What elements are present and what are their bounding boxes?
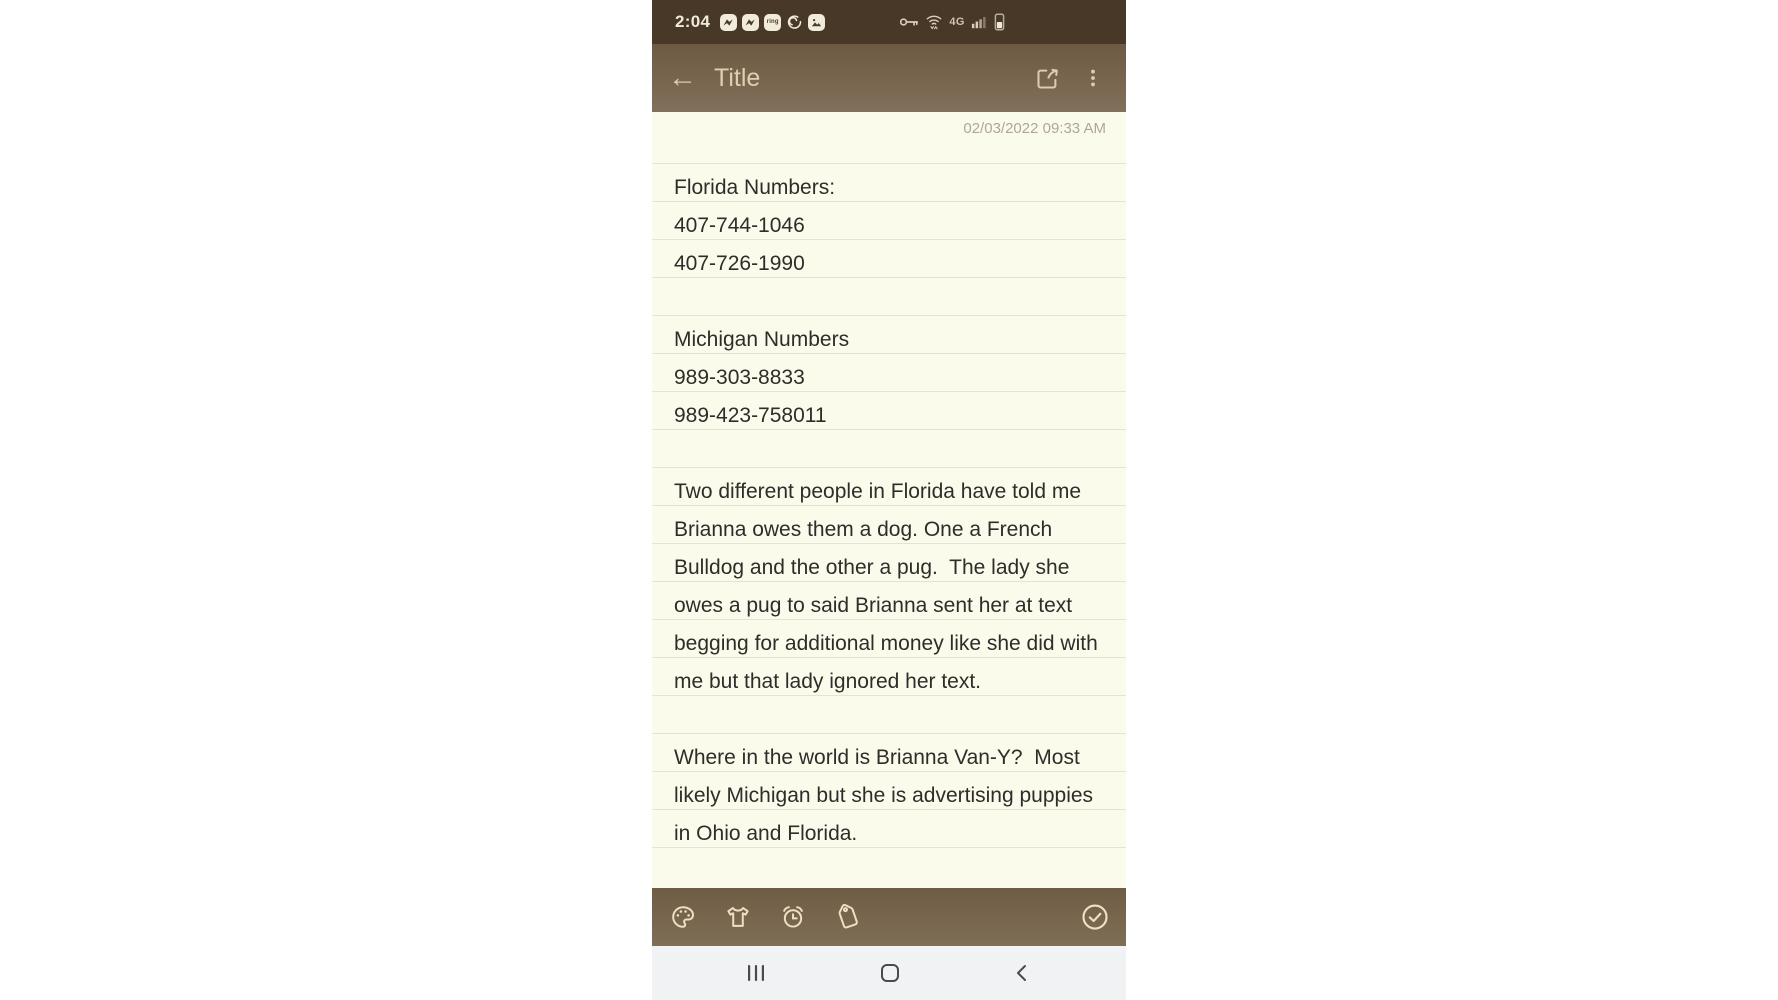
note-line: Michigan Numbers xyxy=(652,316,1126,354)
note-toolbar xyxy=(652,888,1126,946)
note-line: 989-423-758011 xyxy=(652,392,1126,430)
palette-icon xyxy=(669,903,697,931)
note-line: Brianna owes them a dog. One a French xyxy=(652,506,1126,544)
home-icon xyxy=(878,961,902,985)
tag-button[interactable] xyxy=(831,895,865,939)
recents-button[interactable] xyxy=(740,957,772,989)
share-button[interactable] xyxy=(1030,56,1064,100)
notification-icons xyxy=(720,14,825,31)
back-arrow-icon: ← xyxy=(668,61,697,94)
tag-icon xyxy=(834,903,862,931)
reminder-button[interactable] xyxy=(776,895,810,939)
note-line: begging for additional money like she did with xyxy=(652,620,1126,658)
signal-strength-icon xyxy=(971,14,987,30)
recents-icon xyxy=(747,963,765,983)
key-icon xyxy=(899,15,919,29)
note-line: me but that lady ignored her text. xyxy=(652,658,1126,696)
save-note-button[interactable] xyxy=(1078,895,1112,939)
note-line: Two different people in Florida have told me xyxy=(652,468,1126,506)
note-line: owes a pug to said Brianna sent her at text xyxy=(652,582,1126,620)
note-line: likely Michigan but she is advertising puppies xyxy=(652,772,1126,810)
note-text-body xyxy=(652,126,1126,848)
home-button[interactable] xyxy=(874,957,906,989)
tshirt-icon xyxy=(724,903,752,931)
phone-screen xyxy=(652,0,1126,1000)
messenger-icon xyxy=(720,14,737,31)
status-bar xyxy=(652,0,1126,44)
overflow-menu-button[interactable] xyxy=(1076,56,1110,100)
battery-icon xyxy=(993,12,1006,32)
messenger-icon xyxy=(742,14,759,31)
gallery-icon xyxy=(808,14,825,31)
share-icon xyxy=(1034,65,1061,92)
ring-app-icon: ring xyxy=(764,14,781,31)
note-title: Title xyxy=(714,63,761,92)
color-palette-button[interactable] xyxy=(666,895,700,939)
note-line xyxy=(652,430,1126,468)
alarm-clock-icon xyxy=(779,903,807,931)
note-line xyxy=(652,126,1126,164)
note-timestamp: 02/03/2022 09:33 AM xyxy=(963,120,1106,137)
note-editor[interactable] xyxy=(652,112,1126,888)
skin-theme-button[interactable] xyxy=(721,895,755,939)
note-line: Bulldog and the other a pug. The lady she xyxy=(652,544,1126,582)
note-line: 407-744-1046 xyxy=(652,202,1126,240)
system-status-icons xyxy=(899,12,1006,32)
note-line: Florida Numbers: xyxy=(652,164,1126,202)
clock: 2:04 xyxy=(675,12,711,31)
back-button[interactable] xyxy=(668,56,706,100)
android-nav-bar xyxy=(652,946,1126,1000)
network-type-label: 4G xyxy=(949,16,965,28)
note-line xyxy=(652,278,1126,316)
check-circle-icon xyxy=(1080,902,1110,932)
note-line: in Ohio and Florida. xyxy=(652,810,1126,848)
wifi-calling-icon xyxy=(925,13,943,31)
note-line: 989-303-8833 xyxy=(652,354,1126,392)
note-line: 407-726-1990 xyxy=(652,240,1126,278)
app-bar xyxy=(652,44,1126,112)
note-line: Where in the world is Brianna Van-Y? Most xyxy=(652,734,1126,772)
kebab-menu-icon xyxy=(1082,66,1104,90)
note-line xyxy=(652,696,1126,734)
nav-back-button[interactable] xyxy=(1005,957,1037,989)
nav-back-icon xyxy=(1013,962,1029,984)
swirl-app-icon xyxy=(786,14,803,31)
